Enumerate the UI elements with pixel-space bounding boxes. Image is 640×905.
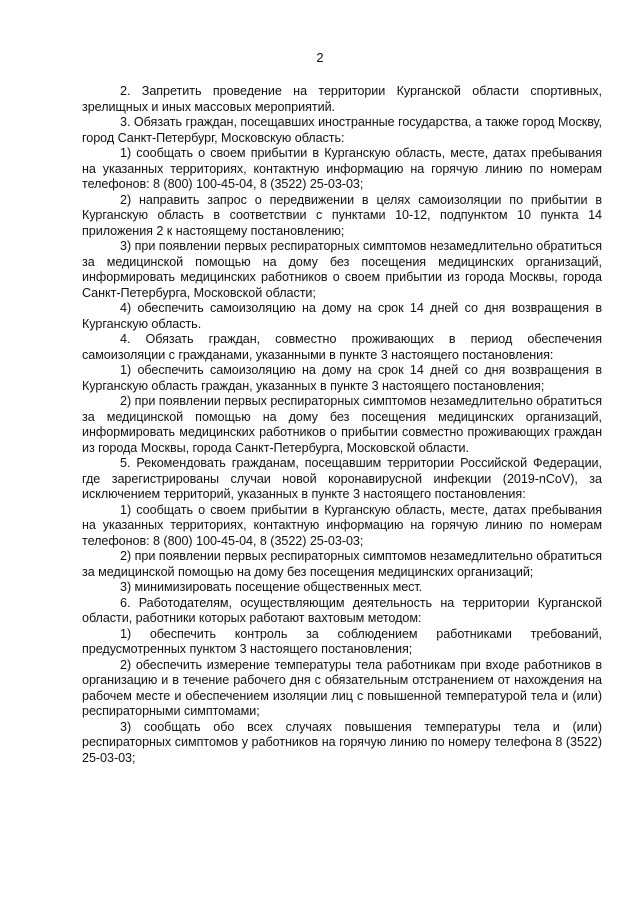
paragraph-3-1: 1) сообщать о своем прибытии в Курганскую область, месте, датах пребывания на указанных территориях, контактную информацию на горячую линию по номерам телефонов: 8 (800) 100-45-04, 8 (3522) 25-03-03; — [82, 146, 602, 191]
paragraph-2: 2. Запретить проведение на территории Курганской области спортивных, зрелищных и иных массовых мероприятий. — [82, 84, 602, 114]
paragraph-6-1: 1) обеспечить контроль за соблюдением работниками требований, предусмотренных пунктом 3 настоящего постановления; — [82, 626, 602, 656]
paragraph-5-2: 2) при появлении первых респираторных симптомов незамедлительно обратиться за медицинской помощью на дому без посещения медицинских организаций; — [82, 549, 602, 579]
paragraph-3-2: 2) направить запрос о передвижении в целях самоизоляции по прибытии в Курганскую область в соответствии с пунктами 10-12, подпунктом 10 пункта 14 приложения 2 к настоящему постановлению; — [82, 192, 602, 238]
paragraph-5: 5. Рекомендовать гражданам, посещавшим территории Российской Федерации, где зарегистрированы случаи новой коронавирусной инфекции (2019-nCoV), за исключением территорий, указанных в пункте 3 настоящего постановления: — [82, 456, 602, 501]
paragraph-3-4: 4) обеспечить самоизоляцию на дому на срок 14 дней со дня возвращения в Курганскую область. — [82, 301, 602, 331]
paragraph-6: 6. Работодателям, осуществляющим деятельность на территории Курганской области, работники которых работают вахтовым методом: — [82, 595, 602, 625]
page-number: 2 — [316, 50, 324, 65]
paragraph-3-3: 3) при появлении первых респираторных симптомов незамедлительно обратиться за медицинской помощью на дому без посещения медицинских организаций, информировать медицинских работников о своем прибытии из города Москвы, города Санкт-Петербурга, Московской области; — [82, 239, 602, 300]
document-body — [82, 84, 602, 766]
paragraph-4-1: 1) обеспечить самоизоляцию на дому на срок 14 дней со дня возвращения в Курганскую область граждан, указанных в пункте 3 настоящего постановления; — [82, 363, 602, 393]
paragraph-5-3: 3) минимизировать посещение общественных мест. — [120, 580, 423, 594]
paragraph-4: 4. Обязать граждан, совместно проживающих в период обеспечения самоизоляции с гражданами, указанными в пункте 3 настоящего постановления: — [82, 332, 602, 362]
paragraph-6-2: 2) обеспечить измерение температуры тела работникам при входе работников в организацию и в течение рабочего дня с обязательным отстранением от нахождения на рабочем месте и обеспечением изоляции лиц с повышенной температурой тела и (или) респираторными симптомами; — [82, 657, 602, 718]
paragraph-6-3: 3) сообщать обо всех случаях повышения температуры тела и (или) респираторных симптомов у работников на горячую линию по номеру телефона 8 (3522) 25-03-03; — [82, 719, 602, 765]
paragraph-4-2: 2) при появлении первых респираторных симптомов незамедлительно обратиться за медицинской помощью на дому без посещения медицинских организаций, информировать медицинских работников о прибытии совместно проживающих граждан из города Москвы, города Санкт-Петербурга, Московской области. — [82, 394, 602, 455]
paragraph-3: 3. Обязать граждан, посещавших иностранные государства, а также город Москву, город Санкт-Петербург, Московскую область: — [82, 115, 602, 145]
paragraph-5-1: 1) сообщать о своем прибытии в Курганскую область, месте, датах пребывания на указанных территориях, контактную информацию на горячую линию по номерам телефонов: 8 (800) 100-45-04, 8 (3522) 25-03-03; — [82, 502, 602, 548]
